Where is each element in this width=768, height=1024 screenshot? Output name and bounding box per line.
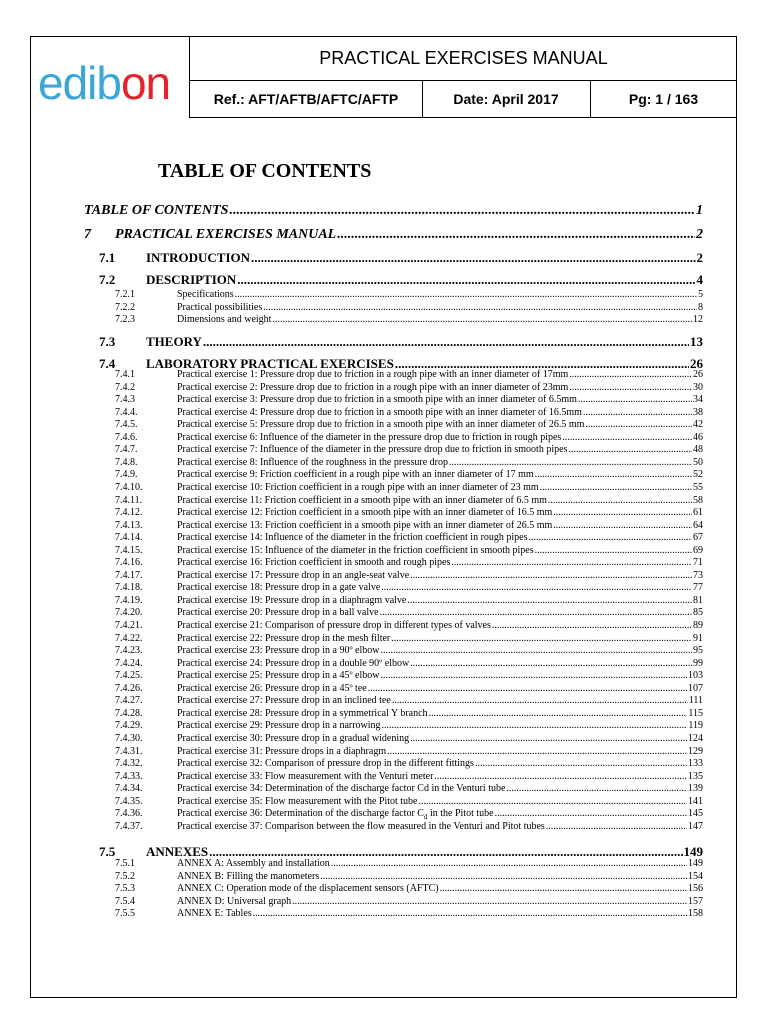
toc-entry-number: 7.4.14. — [115, 532, 143, 544]
toc-entry-title: Practical exercise 1: Pressure drop due to friction in a rough pipe with an inner diameter of 17mm — [177, 369, 569, 380]
toc-dot-leader — [429, 708, 688, 719]
toc-entry[interactable] — [115, 302, 703, 313]
toc-entry[interactable] — [115, 746, 703, 757]
toc-entry-number: 7.3 — [99, 334, 116, 349]
toc-dot-leader — [410, 733, 687, 744]
toc-entry[interactable] — [115, 821, 703, 832]
toc-entry-number: 7.5.2 — [115, 870, 135, 882]
toc-entry-title: Practical exercise 23: Pressure drop in a 90º elbow — [177, 645, 380, 657]
toc-entry[interactable] — [115, 908, 703, 919]
toc-heading: TABLE OF CONTENTS — [158, 160, 372, 182]
toc-entry[interactable] — [115, 595, 703, 606]
toc-entry-number: 7.4.32. — [115, 758, 143, 770]
toc-dot-leader — [568, 444, 692, 455]
toc-entry-title: Practical exercise 31: Pressure drops in a diaphragm — [177, 745, 387, 757]
toc-entry[interactable] — [115, 708, 703, 719]
toc-entry-number: 7.4.3 — [115, 394, 135, 406]
toc-entry-page: 157 — [688, 895, 703, 907]
toc-entry-number: 7.4.2 — [115, 381, 135, 393]
toc-entry-title: Practical exercise 15: Influence of the diameter in the friction coefficient in smooth pipes — [177, 544, 534, 556]
toc-dot-leader — [506, 783, 687, 794]
toc-entry-page: 26 — [690, 356, 703, 371]
toc-entry-title: TABLE OF CONTENTS — [84, 203, 229, 218]
toc-entry-number: 7.4.5. — [115, 419, 138, 431]
toc-entry[interactable] — [115, 520, 703, 531]
toc-entry-page: 34 — [693, 394, 703, 406]
toc-entry-page: 115 — [688, 707, 703, 719]
toc-entry[interactable] — [115, 532, 703, 543]
toc-dot-leader — [569, 369, 692, 380]
toc-entry-number: 7.4.24. — [115, 657, 143, 669]
toc-entry-number: 7.4.1 — [115, 369, 135, 380]
toc-entry[interactable] — [115, 871, 703, 882]
toc-entry-page: 135 — [688, 770, 703, 782]
toc-dot-leader — [320, 871, 687, 882]
toc-entry-title: Practical exercise 4: Pressure drop due to friction in a smooth pipe with an inner diameter of 16.5mm — [177, 406, 582, 418]
toc-entry-page: 77 — [693, 582, 703, 594]
toc-entry-title: ANNEX D: Universal graph — [177, 895, 292, 907]
toc-entry-page: 99 — [693, 657, 703, 669]
toc-entry-title: Practical exercise 10: Friction coefficient in a rough pipe with an inner diameter of 23 mm — [177, 481, 539, 493]
toc-entry[interactable] — [115, 808, 703, 821]
toc-entry[interactable] — [115, 507, 703, 518]
toc-entry-number: 7.5.4 — [115, 895, 135, 907]
toc-entry[interactable] — [84, 203, 703, 219]
toc-dot-leader — [368, 683, 687, 694]
toc-dot-leader — [419, 796, 688, 807]
toc-entry-page: 12 — [693, 314, 703, 325]
toc-entry-title: Dimensions and weight — [177, 314, 272, 325]
toc-entry-page: 38 — [693, 406, 703, 418]
toc-entry-page: 147 — [688, 820, 703, 832]
toc-entry-number: 7.4.4. — [115, 406, 138, 418]
toc-entry-number: 7.4.18. — [115, 582, 143, 594]
toc-entry[interactable] — [115, 896, 703, 907]
toc-dot-leader — [535, 469, 692, 480]
toc-entry-page: 61 — [693, 507, 703, 519]
toc-entry[interactable] — [115, 314, 703, 325]
toc-dot-leader — [475, 758, 687, 769]
toc-entry-title: DESCRIPTION — [146, 272, 237, 287]
toc-dot-leader — [440, 883, 687, 894]
toc-entry-number: 7.4.19. — [115, 594, 143, 606]
toc-entry[interactable] — [115, 783, 703, 794]
toc-dot-leader — [583, 407, 692, 418]
toc-entry-title: ANNEX B: Filling the manometers — [177, 870, 320, 882]
toc-entry-title: Practical exercise 14: Influence of the diameter in the friction coefficient in rough pipes — [177, 532, 528, 544]
toc-entry-page: 8 — [698, 302, 703, 313]
toc-entry-title: Practical exercise 27: Pressure drop in an inclined tee — [177, 695, 391, 707]
toc-entry-page: 13 — [690, 334, 703, 349]
toc-entry[interactable] — [115, 733, 703, 744]
toc-entry-page: 52 — [693, 469, 703, 481]
toc-entry-number: 7.4.31. — [115, 745, 143, 757]
toc-entry[interactable] — [115, 557, 703, 568]
toc-dot-leader — [292, 896, 687, 907]
toc-entry-page: 133 — [688, 758, 703, 770]
toc-entry-title: Practical exercise 32: Comparison of pressure drop in the different fittings — [177, 758, 474, 770]
toc-entry[interactable] — [99, 250, 703, 266]
edibon-logo: edibon — [38, 57, 171, 109]
toc-entry[interactable] — [115, 369, 703, 380]
toc-entry[interactable] — [115, 695, 703, 706]
toc-entry[interactable] — [115, 771, 703, 782]
toc-entry-title: Practical exercise 33: Flow measurement with the Venturi meter — [177, 770, 434, 782]
toc-entry-title: Practical exercise 26: Pressure drop in a 45º tee — [177, 682, 367, 694]
toc-entry-title: Practical exercise 21: Comparison of pressure drop in different types of valves — [177, 620, 491, 631]
toc-entry-page: 145 — [688, 808, 703, 820]
header-info-row — [190, 81, 737, 118]
toc-entry[interactable] — [115, 469, 703, 480]
toc-entry-number: 7.4.30. — [115, 732, 143, 744]
toc-dot-leader — [553, 507, 692, 518]
toc-entry-page: 30 — [693, 381, 703, 393]
toc-entry-number: 7.4.21. — [115, 620, 143, 631]
toc-entry-number: 7.4.37. — [115, 820, 143, 832]
toc-entry-title: Specifications — [177, 289, 234, 300]
toc-dot-leader — [392, 695, 688, 706]
toc-dot-leader — [434, 771, 687, 782]
toc-entry-title: LABORATORY PRACTICAL EXERCISES — [146, 356, 394, 371]
toc-dot-leader — [492, 620, 692, 631]
toc-dot-leader — [391, 633, 692, 644]
toc-dot-leader — [407, 595, 692, 606]
toc-entry-title: Practical exercise 11: Friction coefficient in a smooth pipe with an inner diameter of 6.5 mm — [177, 494, 547, 506]
toc-dot-leader — [235, 289, 697, 300]
toc-dot-leader — [251, 250, 695, 266]
toc-entry-title: INTRODUCTION — [146, 250, 251, 265]
toc-dot-leader — [410, 658, 692, 669]
toc-entry-title: Practical exercise 37: Comparison between the flow measured in the Venturi and Pitot tubes — [177, 820, 545, 832]
toc-entry-number: 7.4.23. — [115, 645, 143, 657]
toc-dot-leader — [535, 545, 692, 556]
toc-entry-number: 7.4.16. — [115, 557, 143, 569]
toc-entry-number: 7.5 — [99, 844, 116, 859]
toc-entry-page: 107 — [688, 682, 703, 694]
toc-entry-title: Practical exercise 12: Friction coefficient in a smooth pipe with an inner diameter of 16.5 mm — [177, 507, 553, 519]
toc-entry[interactable] — [115, 658, 703, 669]
toc-entry[interactable] — [84, 227, 703, 243]
toc-entry-title: Practical exercise 8: Influence of the roughness in the pressure drop — [177, 456, 449, 468]
toc-entry[interactable] — [115, 545, 703, 556]
toc-entry-page: 103 — [688, 670, 703, 682]
toc-dot-leader — [578, 394, 692, 405]
toc-entry-page: 4 — [696, 272, 703, 287]
toc-entry-title: Practical exercise 30: Pressure drop in a gradual widening — [177, 732, 410, 744]
toc-entry-number: 7.4.29. — [115, 720, 143, 732]
toc-entry-title: Practical exercise 29: Pressure drop in a narrowing — [177, 720, 381, 732]
toc-dot-leader — [546, 821, 687, 832]
page-number: Pg: 1 / 163 — [628, 91, 699, 107]
toc-entry-title: Practical exercise 7: Influence of the diameter in the pressure drop due to friction in smooth pipes — [177, 444, 568, 456]
toc-entry-title: Practical exercise 34: Determination of the discharge factor Cd in the Venturi tube — [177, 783, 506, 795]
manual-title: PRACTICAL EXERCISES MANUAL — [190, 36, 737, 81]
toc-entry-title: Practical exercise 9: Friction coefficient in a rough pipe with an inner diameter of 17 mm — [177, 469, 534, 481]
toc-entry-title: Practical exercise 20: Pressure drop in a ball valve — [177, 607, 379, 619]
toc-dot-leader — [585, 419, 692, 430]
toc-dot-leader — [229, 203, 695, 219]
toc-entry-page: 1 — [696, 203, 703, 218]
toc-entry-number: 7.4.28. — [115, 707, 143, 719]
toc-entry-page: 91 — [693, 632, 703, 644]
toc-entry[interactable] — [115, 407, 703, 418]
toc-entry[interactable] — [115, 670, 703, 681]
toc-entry-page: 141 — [688, 795, 703, 807]
toc-entry-title: Practical exercise 19: Pressure drop in a diaphragm valve — [177, 594, 407, 606]
toc-dot-leader — [540, 482, 692, 493]
toc-dot-leader — [569, 382, 692, 393]
toc-entry-number: 7.4.15. — [115, 544, 143, 556]
toc-entry-title: Practical exercise 25: Pressure drop in a 45º elbow — [177, 670, 380, 682]
toc-entry-title: THEORY — [146, 334, 202, 349]
toc-entry-number: 7.4.27. — [115, 695, 143, 707]
toc-dot-leader — [495, 808, 687, 819]
toc-entry[interactable] — [115, 858, 703, 869]
toc-entry-title: Practical exercise 28: Pressure drop in a symmetrical Y branch — [177, 707, 428, 719]
toc-entry-page: 5 — [698, 289, 703, 300]
toc-entry-title: Practical exercise 3: Pressure drop due to friction in a smooth pipe with an inner diameter of 6.5mm — [177, 394, 577, 406]
toc-entry-number: 7.4.25. — [115, 670, 143, 682]
toc-dot-leader — [380, 607, 692, 618]
toc-entry-number: 7.5.5 — [115, 908, 135, 919]
toc-dot-leader — [263, 302, 697, 313]
toc-entry-number: 7.4.36. — [115, 808, 143, 820]
toc-entry-page: 67 — [693, 532, 703, 544]
toc-entry-page: 48 — [693, 444, 703, 456]
toc-entry-page: 73 — [693, 569, 703, 581]
toc-dot-leader — [381, 582, 692, 593]
toc-entry-title: Practical exercise 36: Determination of the discharge factor $C_d$ in the Pitot tube — [177, 808, 494, 822]
toc-entry-number: 7.4.13. — [115, 519, 143, 531]
toc-entry[interactable] — [115, 633, 703, 644]
document-date: Date: April 2017 — [422, 81, 591, 117]
toc-entry-page: 119 — [688, 720, 703, 732]
toc-dot-leader — [237, 272, 695, 288]
toc-entry[interactable] — [115, 645, 703, 656]
toc-entry-title: Practical exercise 22: Pressure drop in the mesh filter — [177, 632, 391, 644]
reference-code: Ref.: AFT/AFTB/AFTC/AFTP — [190, 81, 423, 117]
toc-entry-page: 154 — [688, 870, 703, 882]
toc-entry-number: 7.4.34. — [115, 783, 143, 795]
toc-dot-leader — [449, 457, 692, 468]
toc-entry-number: 7.4.11. — [115, 494, 143, 506]
toc-dot-leader — [548, 495, 692, 506]
toc-entry[interactable] — [115, 289, 703, 300]
toc-entry-title: Practical exercise 13: Friction coefficient in a smooth pipe with an inner diameter of 26.5 mm — [177, 519, 553, 531]
toc-entry-page: 158 — [688, 908, 703, 919]
toc-dot-leader — [253, 908, 687, 919]
toc-entry-page: 64 — [693, 519, 703, 531]
toc-entry-title: Practical exercise 24: Pressure drop in a double 90º elbow — [177, 657, 410, 669]
toc-entry-number: 7.2.3 — [115, 314, 135, 325]
toc-entry-page: 58 — [693, 494, 703, 506]
toc-entry-page: 81 — [693, 594, 703, 606]
toc-dot-leader — [410, 570, 692, 581]
toc-entry-number: 7.5.3 — [115, 883, 135, 894]
toc-entry-number: 7.4.7. — [115, 444, 138, 456]
toc-entry-number: 7.4.12. — [115, 507, 143, 519]
toc-dot-leader — [529, 532, 692, 543]
toc-entry-page: 69 — [693, 544, 703, 556]
toc-dot-leader — [337, 227, 695, 243]
toc-entry-number: 7.4.33. — [115, 770, 143, 782]
toc-entry-number: 7.4.35. — [115, 795, 143, 807]
toc-entry-number: 7.4.6. — [115, 431, 138, 443]
toc-dot-leader — [380, 645, 692, 656]
toc-entry-page: 129 — [688, 745, 703, 757]
toc-entry-page: 111 — [688, 695, 703, 707]
toc-entry-page: 55 — [693, 481, 703, 493]
toc-entry-page: 124 — [688, 732, 703, 744]
toc-entry[interactable] — [115, 444, 703, 455]
toc-entry-page: 2 — [696, 250, 703, 265]
toc-entry-page: 85 — [693, 607, 703, 619]
toc-entry-title: ANNEXES — [146, 844, 209, 859]
toc-entry[interactable] — [115, 482, 703, 493]
toc-entry-number: 7.4.22. — [115, 632, 143, 644]
toc-entry-page: 26 — [693, 369, 703, 380]
toc-entry-title: Practical exercise 6: Influence of the diameter in the pressure drop due to friction in rough pipes — [177, 431, 562, 443]
toc-entry-title: Practical exercise 2: Pressure drop due to friction in a rough pipe with an inner diameter of 23mm — [177, 381, 569, 393]
toc-entry[interactable] — [115, 394, 703, 405]
toc-dot-leader — [203, 334, 689, 350]
toc-entry-number: 7.4 — [99, 356, 116, 371]
toc-dot-leader — [382, 720, 688, 731]
toc-entry-page: 95 — [693, 645, 703, 657]
toc-entry-title: ANNEX A: Assembly and installation — [177, 858, 330, 869]
toc-entry-number: 7.4.10. — [115, 481, 143, 493]
toc-entry-page: 149 — [683, 844, 703, 859]
toc-entry-title: Practical exercise 17: Pressure drop in an angle-seat valve — [177, 569, 410, 581]
toc-entry-number: 7.5.1 — [115, 858, 135, 869]
toc-entry[interactable] — [115, 796, 703, 807]
toc-entry-number: 7.2.2 — [115, 302, 135, 313]
toc-entry-title: Practical exercise 18: Pressure drop in a gate valve — [177, 582, 381, 594]
toc-dot-leader — [272, 314, 692, 325]
toc-entry-title: ANNEX C: Operation mode of the displacement sensors (AFTC) — [177, 883, 439, 894]
toc-dot-leader — [451, 557, 692, 568]
toc-dot-leader — [380, 670, 687, 681]
toc-dot-leader — [387, 746, 687, 757]
toc-entry-page: 139 — [688, 783, 703, 795]
toc-entry[interactable] — [99, 334, 703, 350]
toc-entry-page: 42 — [693, 419, 703, 431]
page-header — [30, 36, 737, 118]
toc-entry[interactable] — [115, 495, 703, 506]
toc-entry[interactable] — [115, 382, 703, 393]
toc-entry-number: 7.4.17. — [115, 569, 143, 581]
toc-entry[interactable] — [115, 758, 703, 769]
toc-entry-title: ANNEX E: Tables — [177, 908, 252, 919]
toc-entry[interactable] — [115, 419, 703, 430]
toc-entry[interactable] — [115, 720, 703, 731]
toc-entry[interactable] — [115, 607, 703, 618]
logo-cell — [30, 36, 190, 118]
toc-entry-page: 89 — [693, 620, 703, 631]
toc-entry-page: 50 — [693, 456, 703, 468]
toc-entry-page: 149 — [688, 858, 703, 869]
toc-entry[interactable] — [99, 272, 703, 288]
toc-entry-page: 46 — [693, 431, 703, 443]
toc-entry-title: PRACTICAL EXERCISES MANUAL — [115, 227, 337, 242]
toc-dot-leader — [331, 858, 687, 869]
toc-entry-page: 71 — [693, 557, 703, 569]
toc-entry-number: 7.2.1 — [115, 289, 135, 300]
toc-entry-number: 7 — [84, 227, 91, 242]
toc-entry[interactable] — [115, 582, 703, 593]
toc-dot-leader — [562, 432, 692, 443]
toc-entry[interactable] — [115, 570, 703, 581]
toc-entry-number: 7.2 — [99, 272, 116, 287]
toc-entry-number: 7.4.20. — [115, 607, 143, 619]
toc-entry[interactable] — [115, 432, 703, 443]
toc-entry-number: 7.4.26. — [115, 682, 143, 694]
toc-entry-title: Practical exercise 16: Friction coefficient in smooth and rough pipes — [177, 557, 451, 569]
toc-entry-title: Practical exercise 35: Flow measurement with the Pitot tube — [177, 795, 418, 807]
toc-entry-title: Practical exercise 5: Pressure drop due to friction in a smooth pipe with an inner diameter of 26.5 mm — [177, 419, 585, 431]
toc-entry-title: Practical possibilities — [177, 302, 263, 313]
toc-entry-page: 156 — [688, 883, 703, 894]
toc-entry[interactable] — [115, 457, 703, 468]
toc-entry[interactable] — [115, 683, 703, 694]
toc-entry-number: 7.4.8. — [115, 456, 138, 468]
toc-entry[interactable] — [115, 883, 703, 894]
toc-dot-leader — [553, 520, 692, 531]
toc-entry-number: 7.4.9. — [115, 469, 138, 481]
toc-entry[interactable] — [115, 620, 703, 631]
toc-entry-page: 2 — [696, 227, 703, 242]
toc-entry-number: 7.1 — [99, 250, 116, 265]
